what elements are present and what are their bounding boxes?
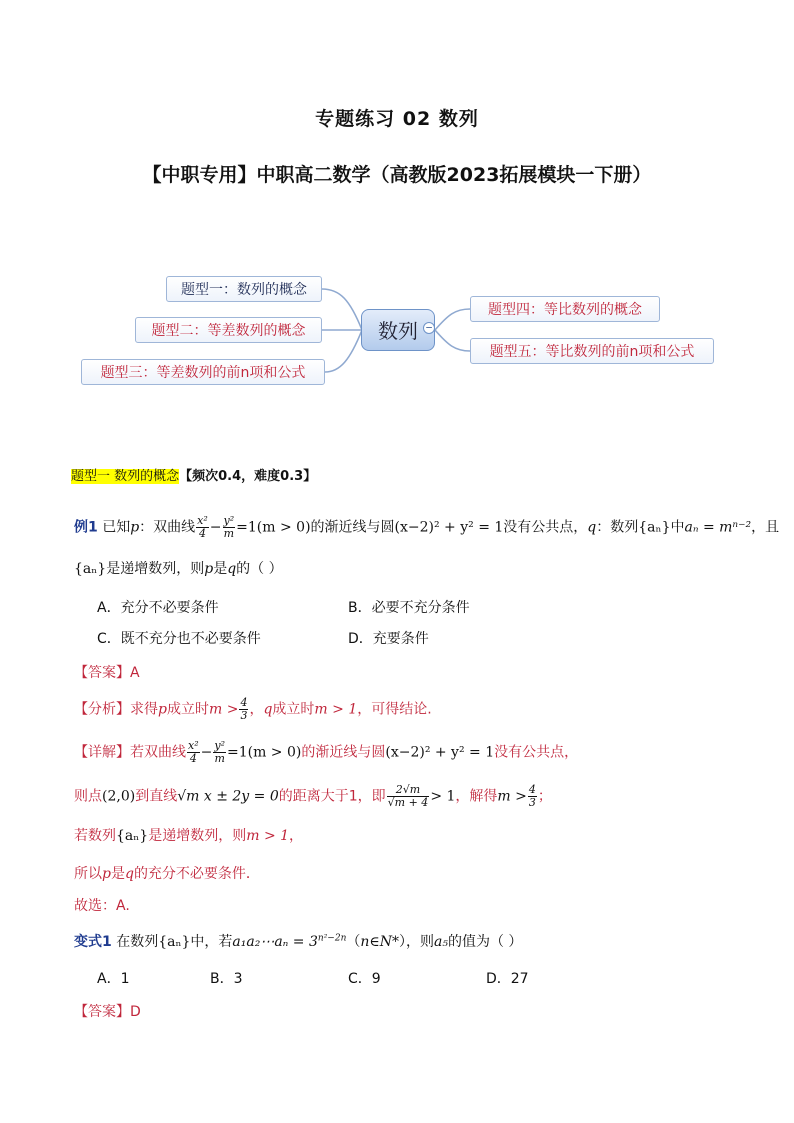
frac-den: 4: [198, 527, 206, 540]
math: m > 1: [246, 828, 290, 844]
answer-label: 【答案】: [74, 665, 130, 681]
text: 的（ ）: [236, 561, 283, 577]
document-title: 专题练习 02 数列: [315, 108, 479, 130]
mindmap-node-topic2[interactable]: 题型二：等差数列的概念: [135, 317, 322, 343]
section-meta: 【频次0.4，难度0.3】: [179, 469, 317, 484]
text: 求得: [130, 701, 158, 718]
math: (x−2)² + y² = 1: [394, 519, 504, 536]
connector-4: [435, 309, 470, 330]
math: m >: [497, 788, 527, 805]
math: {aₙ}: [638, 519, 671, 536]
variant-option-b[interactable]: B．3: [210, 971, 243, 987]
text: ，且: [751, 519, 780, 536]
fraction: [528, 784, 537, 809]
fraction: [239, 697, 248, 722]
math: {aₙ}: [116, 828, 149, 844]
example1-answer: [74, 662, 140, 682]
answer-value: D: [130, 1004, 141, 1020]
math-q: q: [263, 701, 273, 718]
mindmap-node-topic5[interactable]: 题型五：等比数列的前n项和公式: [470, 338, 714, 364]
fraction: [196, 515, 209, 540]
math-p: p: [204, 561, 214, 577]
math: √m x ± 2y = 0: [177, 788, 279, 805]
mindmap-center-node[interactable]: 数列: [361, 309, 435, 351]
text: 成立时: [272, 701, 315, 718]
example1-analysis: [74, 697, 432, 722]
text: 是: [110, 866, 125, 882]
fraction: [223, 515, 236, 540]
frac-den: √m + 4: [387, 796, 429, 809]
math: =1(m > 0): [236, 519, 311, 536]
mindmap-node-topic3[interactable]: 题型三：等差数列的前n项和公式: [81, 359, 325, 385]
example1-detail-line1: 【详解】若双曲线 $\frac{\text{x²}}{4}$ − $\frac{\text{y²}}{m}$ =1(m > 0)的渐近线与圆(x−2)² + y² = 1没有公共点，: [74, 739, 579, 765]
text: ，: [249, 701, 264, 718]
frac-den: 3: [528, 796, 536, 809]
example1-detail-line2: [74, 784, 552, 809]
section-heading: [71, 465, 316, 484]
text: 的值为（ ）: [447, 934, 523, 950]
math-exponent: n²−2n: [317, 933, 347, 944]
analysis-label: 【分析】: [74, 701, 130, 718]
text: 没有公共点，: [494, 744, 579, 761]
section-label: 题型一 数列的概念: [71, 469, 180, 484]
math-p: p: [130, 519, 140, 536]
text: 所以: [74, 866, 102, 882]
variant-option-a[interactable]: A．1: [97, 971, 130, 987]
text: ，解得: [455, 788, 498, 805]
math: a₅: [434, 934, 448, 950]
option-a[interactable]: A．充分不必要条件: [97, 600, 219, 616]
example1-line2: [74, 558, 283, 578]
math-p: p: [158, 701, 167, 718]
option-b[interactable]: B．必要不充分条件: [348, 600, 470, 616]
frac-den: m: [214, 752, 225, 765]
example1-detail-line4: [74, 863, 260, 883]
text: 中: [670, 519, 685, 536]
text: 若数列: [74, 828, 116, 844]
answer-label: 【答案】: [74, 1004, 130, 1020]
text: ），则: [399, 934, 435, 950]
mindmap-node-topic4[interactable]: 题型四：等比数列的概念: [470, 296, 660, 322]
answer-value: A: [130, 665, 140, 681]
text: ；: [537, 788, 552, 805]
text: 是递增数列，则: [148, 828, 247, 844]
math: aₙ = mⁿ⁻²: [684, 519, 752, 536]
variant-label: 变式1: [74, 934, 112, 950]
math-p: p: [102, 866, 111, 882]
option-d[interactable]: D．充要条件: [348, 631, 429, 647]
example1-choose: 故选：A.: [74, 898, 130, 914]
frac-num: 4: [528, 783, 536, 796]
text: （: [346, 934, 361, 950]
frac-den: m: [223, 527, 235, 540]
connector-3: [325, 330, 362, 372]
frac-num: x²: [197, 514, 208, 527]
text: 到直线: [135, 788, 178, 805]
connector-1: [322, 289, 362, 330]
text: 是递增数列，则: [106, 561, 205, 577]
variant1-question: [74, 931, 522, 951]
math: m >: [208, 701, 239, 718]
document-subtitle: 【中职专用】中职高二数学（高教版2023拓展模块一下册）: [142, 164, 652, 186]
example-label: 例1: [74, 519, 98, 536]
frac-num: x²: [188, 739, 199, 752]
variant-option-d[interactable]: D．27: [486, 971, 529, 987]
math-q: q: [227, 561, 237, 577]
text: 中，若: [190, 934, 233, 950]
math: (2,0): [102, 788, 136, 805]
example1-line1: 例1 已知p：双曲线 $\frac{\text{x²}}{4}$ − $\frac{\text{y²}}{m}$ =1(m > 0)的渐近线与圆(x−2)² + y² = 1没有公共点，q：数列{aₙ}中aₙ = mⁿ⁻²，且: [74, 514, 780, 540]
example1-detail-line3: [74, 825, 303, 845]
math: > 1: [430, 788, 456, 805]
frac-num: 4: [240, 696, 248, 709]
text: ，: [289, 828, 304, 844]
text: 是: [213, 561, 228, 577]
collapse-toggle-icon[interactable]: −: [423, 322, 435, 334]
text: ，可得结论.: [357, 701, 432, 718]
math: m > 1: [314, 701, 358, 718]
mindmap-node-topic1[interactable]: 题型一：数列的概念: [166, 276, 322, 302]
variant1-answer: [74, 1001, 141, 1021]
frac-den: 4: [189, 752, 197, 765]
math: (x−2)² + y² = 1: [385, 744, 495, 761]
text: 的距离大于1，即: [278, 788, 386, 805]
fraction: [213, 740, 226, 765]
text: 的渐近线与圆: [310, 519, 395, 536]
math: =1(m > 0): [226, 744, 302, 761]
math: {aₙ}: [74, 561, 107, 577]
text: 的渐近线与圆: [301, 744, 386, 761]
math-q: q: [124, 866, 134, 882]
text: ：数列: [596, 519, 639, 536]
math-q: q: [587, 519, 597, 536]
text: ：双曲线: [139, 519, 196, 536]
connector-5: [435, 330, 470, 351]
text: 在数列: [111, 934, 159, 950]
text: 的充分不必要条件．: [133, 866, 260, 882]
detail-label: 【详解】: [74, 744, 130, 761]
frac-num: y²: [214, 739, 225, 752]
frac-num: 2√m: [387, 784, 430, 797]
math: n∈N*: [360, 934, 400, 950]
option-c[interactable]: C．既不充分也不必要条件: [97, 631, 261, 647]
math: {aₙ}: [158, 934, 191, 950]
text: 则点: [74, 788, 102, 805]
text: 成立时: [166, 701, 209, 718]
math: a₁a₂⋯aₙ = 3: [232, 934, 318, 950]
text: 若双曲线: [130, 744, 186, 761]
frac-num: y²: [223, 514, 235, 527]
text: 已知: [97, 519, 131, 536]
fraction: [387, 784, 430, 809]
variant-option-c[interactable]: C．9: [348, 971, 381, 987]
fraction: [187, 740, 200, 765]
text: 没有公共点，: [503, 519, 588, 536]
frac-den: 3: [240, 709, 248, 722]
